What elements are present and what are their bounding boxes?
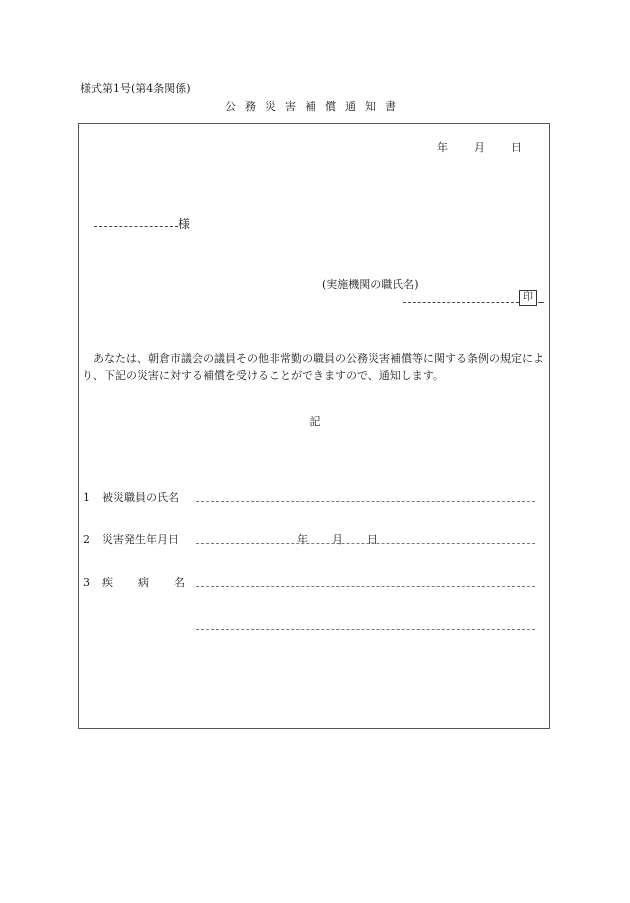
item-number: 3 bbox=[83, 576, 90, 589]
item-label-char: 病 bbox=[138, 576, 149, 589]
disease-name-field[interactable] bbox=[196, 586, 535, 587]
item-label: 災害発生年月日 bbox=[102, 533, 179, 546]
day-label: 日 bbox=[367, 533, 378, 546]
victim-name-field[interactable] bbox=[196, 501, 535, 502]
disaster-date-field[interactable] bbox=[196, 543, 535, 544]
document-title: 公務災害補償通知書 bbox=[225, 100, 405, 113]
item-number: 2 bbox=[83, 533, 90, 546]
year-label: 年 bbox=[297, 533, 308, 546]
year-label: 年 bbox=[437, 141, 448, 154]
item-disease-name bbox=[83, 574, 185, 590]
item-disaster-date bbox=[83, 531, 179, 547]
seal-mark: 印 bbox=[519, 290, 537, 306]
item-label: 被災職員の氏名 bbox=[102, 491, 179, 504]
notice-body-text: あなたは、朝倉市議会の議員その他非常勤の職員の公務災害補償等に関する条例の規定により、下記の災害に対する補償を受けることができますので、通知します。 bbox=[82, 352, 544, 382]
item-victim-name bbox=[83, 489, 179, 505]
month-label: 月 bbox=[474, 141, 485, 154]
notice-date bbox=[437, 139, 522, 155]
month-label: 月 bbox=[332, 533, 343, 546]
item-label-char: 疾 bbox=[102, 576, 113, 589]
seal-line-tail bbox=[538, 302, 544, 303]
ki-heading: 記 bbox=[309, 415, 321, 428]
disease-name-field-line-2[interactable] bbox=[196, 629, 535, 630]
institution-name-field[interactable] bbox=[403, 302, 519, 303]
item-label-char: 名 bbox=[174, 576, 185, 589]
day-label: 日 bbox=[511, 141, 522, 154]
addressee-name-field[interactable] bbox=[94, 226, 178, 227]
addressee-honorific: 様 bbox=[178, 217, 191, 231]
form-number: 様式第1号(第4条関係) bbox=[80, 82, 191, 95]
item-number: 1 bbox=[83, 491, 90, 504]
disaster-date-units bbox=[297, 531, 378, 547]
institution-label: (実施機関の職氏名) bbox=[322, 278, 419, 291]
